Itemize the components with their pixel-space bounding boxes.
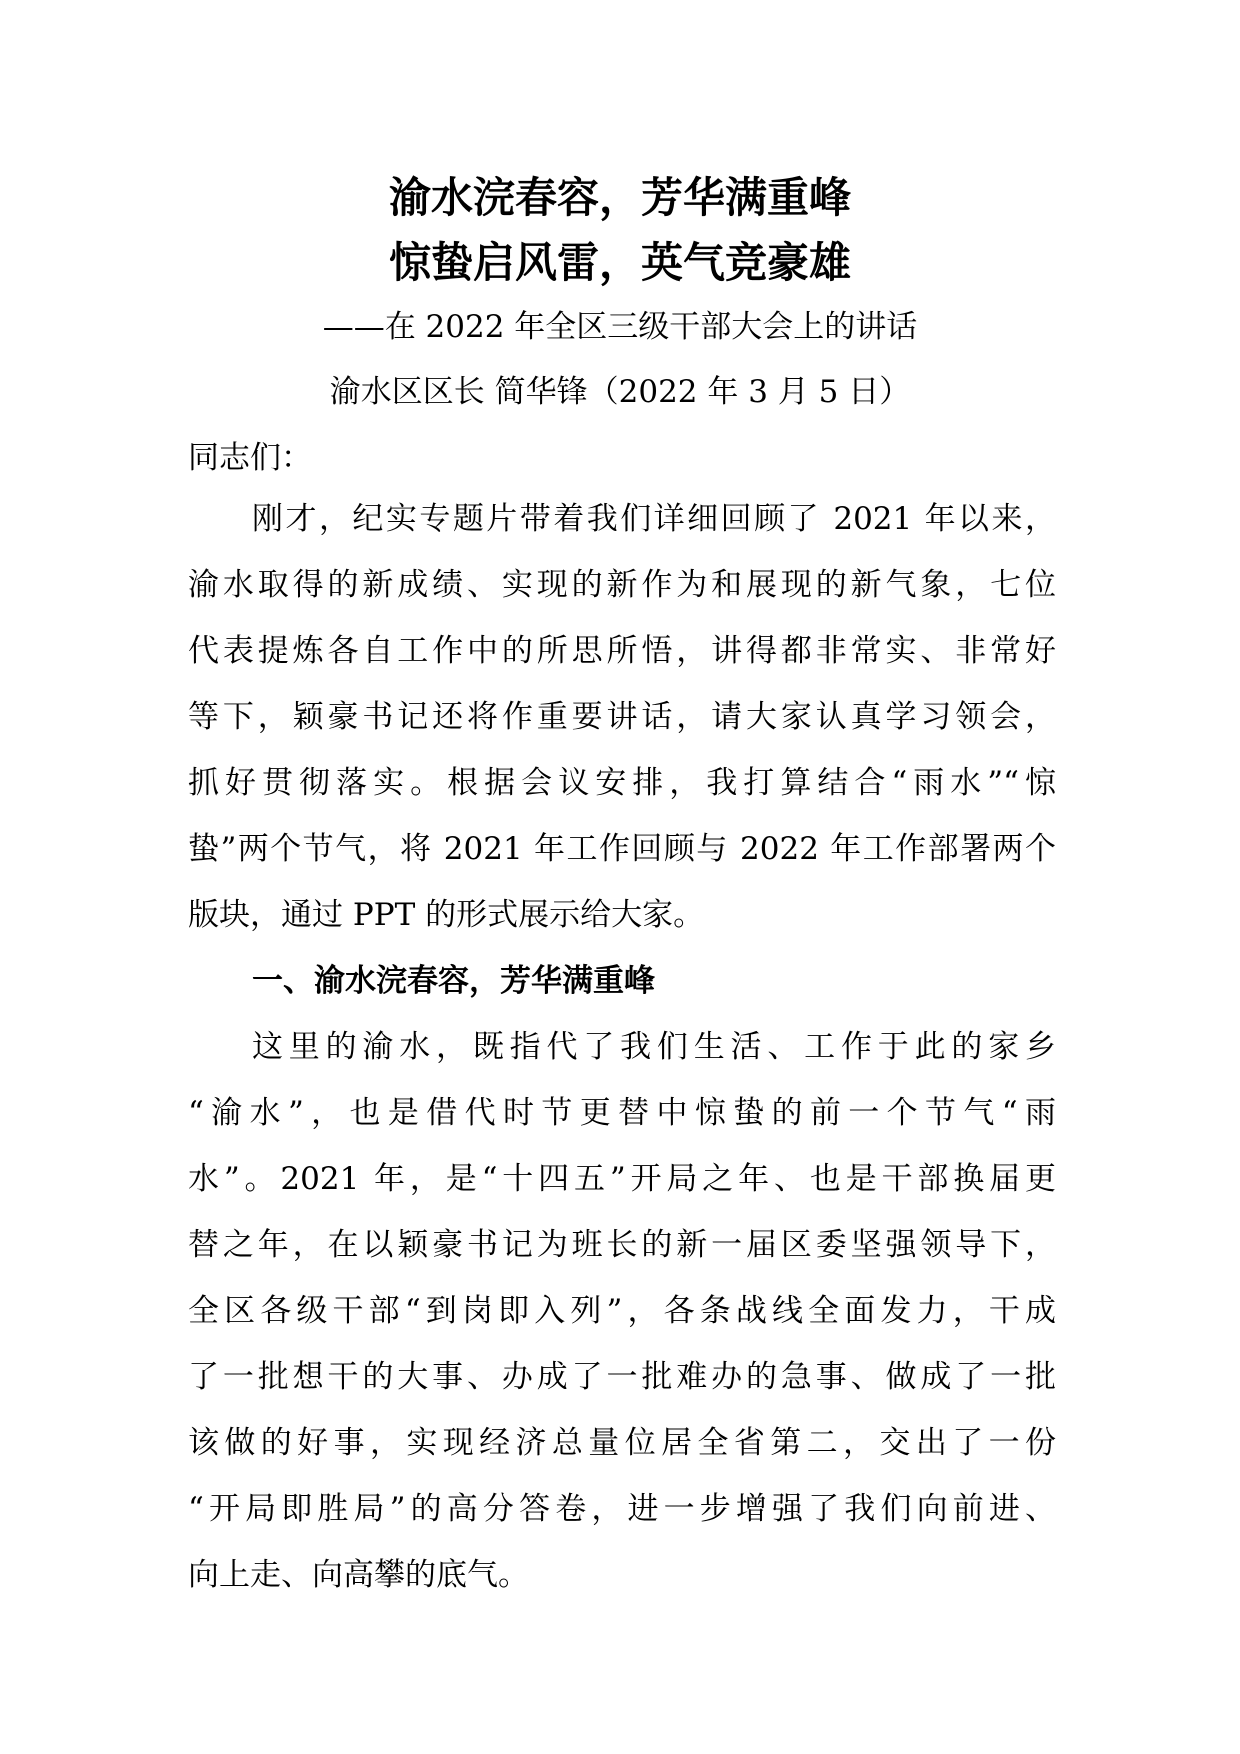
byline: 渝水区区长 简华锋（2022 年 3 月 5 日） [329,374,911,410]
paragraph-line: 渝水取得的新成绩、实现的新作为和展现的新气象，七位 [188,567,1056,603]
paragraph-line: 这里的渝水，既指代了我们生活、工作于此的家乡 [252,1029,1056,1065]
paragraph-line: “渝水”，也是借代时节更替中惊蛰的前一个节气“雨 [188,1095,1056,1131]
section-heading: 一、渝水浣春容，芳华满重峰 [252,963,655,999]
title-line-2: 惊蛰启风雷，英气竞豪雄 [388,238,851,287]
paragraph-2 [188,1014,1056,1608]
paragraph-line: 水”。2021 年，是“十四五”开局之年、也是干部换届更 [188,1161,1056,1197]
paragraph-line: “开局即胜局”的高分答卷，进一步增强了我们向前进、 [188,1491,1056,1527]
paragraph-line: 向上走、向高攀的底气。 [188,1557,529,1593]
paragraph-1 [188,486,1056,948]
title-line-1: 渝水浣春容，芳华满重峰 [388,173,851,222]
paragraph-line: 刚才，纪实专题片带着我们详细回顾了 2021 年以来， [252,501,1056,537]
paragraph-line: 该做的好事，实现经济总量位居全省第二，交出了一份 [188,1425,1056,1461]
paragraph-line: 抓好贯彻落实。根据会议安排，我打算结合“雨水”“惊 [188,765,1056,801]
paragraph-line: 等下，颖豪书记还将作重要讲话，请大家认真学习领会， [188,699,1056,735]
paragraph-line: 了一批想干的大事、办成了一批难办的急事、做成了一批 [188,1359,1056,1395]
salutation: 同志们： [188,440,312,476]
paragraph-line: 全区各级干部“到岗即入列”，各条战线全面发力，干成 [188,1293,1056,1329]
paragraph-line: 蛰”两个节气，将 2021 年工作回顾与 2022 年工作部署两个 [188,831,1056,867]
paragraph-line: 版块，通过 PPT 的形式展示给大家。 [188,897,705,933]
paragraph-line: 代表提炼各自工作中的所思所悟，讲得都非常实、非常好 [188,633,1056,669]
paragraph-line: 替之年，在以颖豪书记为班长的新一届区委坚强领导下， [188,1227,1056,1263]
subtitle: ——在 2022 年全区三级干部大会上的讲话 [322,309,918,345]
body-text [188,486,1056,1608]
